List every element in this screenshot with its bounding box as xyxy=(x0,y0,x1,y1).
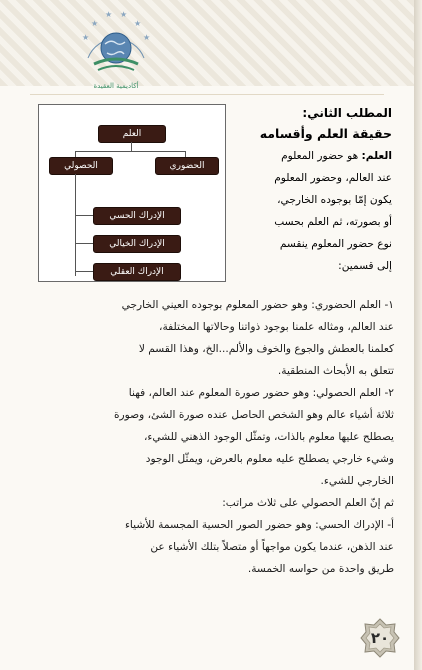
paragraph-line: كعلمنا بالعطش والجوع والخوف والألم...الخ، وهذا القسم لا xyxy=(138,343,394,355)
svg-text:★: ★ xyxy=(134,19,142,28)
diagram-child-node: الإدراك الحسي xyxy=(93,207,181,225)
paragraph-line: تتعلق به الأبحاث المنطقية. xyxy=(277,365,394,377)
svg-text:★: ★ xyxy=(143,33,151,42)
intro-column xyxy=(242,103,392,277)
page-number: ٢٠ xyxy=(370,629,390,647)
page-edge-shadow xyxy=(414,0,422,670)
paragraph-line: ثم إنّ العلم الحصولي على ثلاث مراتب: xyxy=(222,497,394,509)
paragraph-line: عند العالم، ومثاله علمنا بوجود ذواتنا وحالاتها المختلفة، xyxy=(159,321,394,333)
svg-text:★: ★ xyxy=(105,10,113,19)
paragraph-line: عند الذهن، عندما يكون مواجهاً أو متصلاً بتلك الأشياء عن xyxy=(150,541,394,553)
connector-line xyxy=(75,151,185,152)
section-heading: المطلب الثاني: xyxy=(302,106,392,120)
svg-text:★: ★ xyxy=(91,19,99,28)
connector-line xyxy=(75,174,76,276)
diagram-right-node: الحضوري xyxy=(155,157,219,175)
paragraph-line: أ- الإدراك الحسي: وهو حضور الصور الحسية المجسمة للأشياء xyxy=(124,519,394,531)
connector-line xyxy=(75,243,93,244)
paragraph-line: ١- العلم الحضوري: وهو حضور المعلوم بوجوده العيني الخارجي xyxy=(121,299,394,311)
globe-emblem-icon xyxy=(58,6,174,76)
intro-line: يكون إمّا بوجوده الخارجي، xyxy=(277,194,392,206)
intro-line xyxy=(242,145,392,167)
diagram-left-node: الحصولي xyxy=(49,157,113,175)
svg-text:★: ★ xyxy=(120,10,128,19)
connector-line xyxy=(75,215,93,216)
academy-logo xyxy=(58,6,174,90)
knowledge-diagram xyxy=(38,104,226,282)
paragraph-line: وشيء خارجي يصطلح عليه معلوم بالعرض، ويمثّل الوجود xyxy=(145,453,394,465)
paragraph-line: ثلاثة أشياء عالم وهو الشخص الحاصل عنده صورة الشئ، وصورة xyxy=(113,409,394,421)
diagram-child-node: الإدراك الخيالي xyxy=(93,235,181,253)
page-number-badge xyxy=(360,618,400,658)
intro-line: إلى قسمين: xyxy=(338,260,392,272)
diagram-root-node: العلم xyxy=(98,125,166,143)
paragraph-line: ٢- العلم الحصولي: وهو حضور صورة المعلوم عند العالم، فهنا xyxy=(128,387,394,399)
paragraph-line: يصطلح عليها معلوم بالذات، وتمثّل الوجود الذهني للشيء، xyxy=(143,431,394,443)
connector-line xyxy=(131,142,132,151)
intro-line: أو بصورته، ثم العلم بحسب xyxy=(274,216,392,228)
term-definition: هو حضور المعلوم xyxy=(281,150,362,162)
paragraph-line: الخارجي للشيء. xyxy=(320,475,394,487)
paragraph-line: طريق واحدة من حواسه الخمسة. xyxy=(247,563,394,575)
intro-line: نوع حضور المعلوم ينقسم xyxy=(279,238,392,250)
logo-caption: أكاديمية العقيدة xyxy=(93,82,139,90)
section-subheading: حقيقة العلم وأقسامه xyxy=(259,126,392,141)
body-text xyxy=(22,294,394,580)
intro-line: عند العالم، وحضور المعلوم xyxy=(274,172,392,184)
header-divider xyxy=(30,94,384,95)
diagram-child-node: الإدراك العقلي xyxy=(93,263,181,281)
term-label: العلم: xyxy=(361,150,392,162)
connector-line xyxy=(75,271,93,272)
svg-text:★: ★ xyxy=(82,33,90,42)
